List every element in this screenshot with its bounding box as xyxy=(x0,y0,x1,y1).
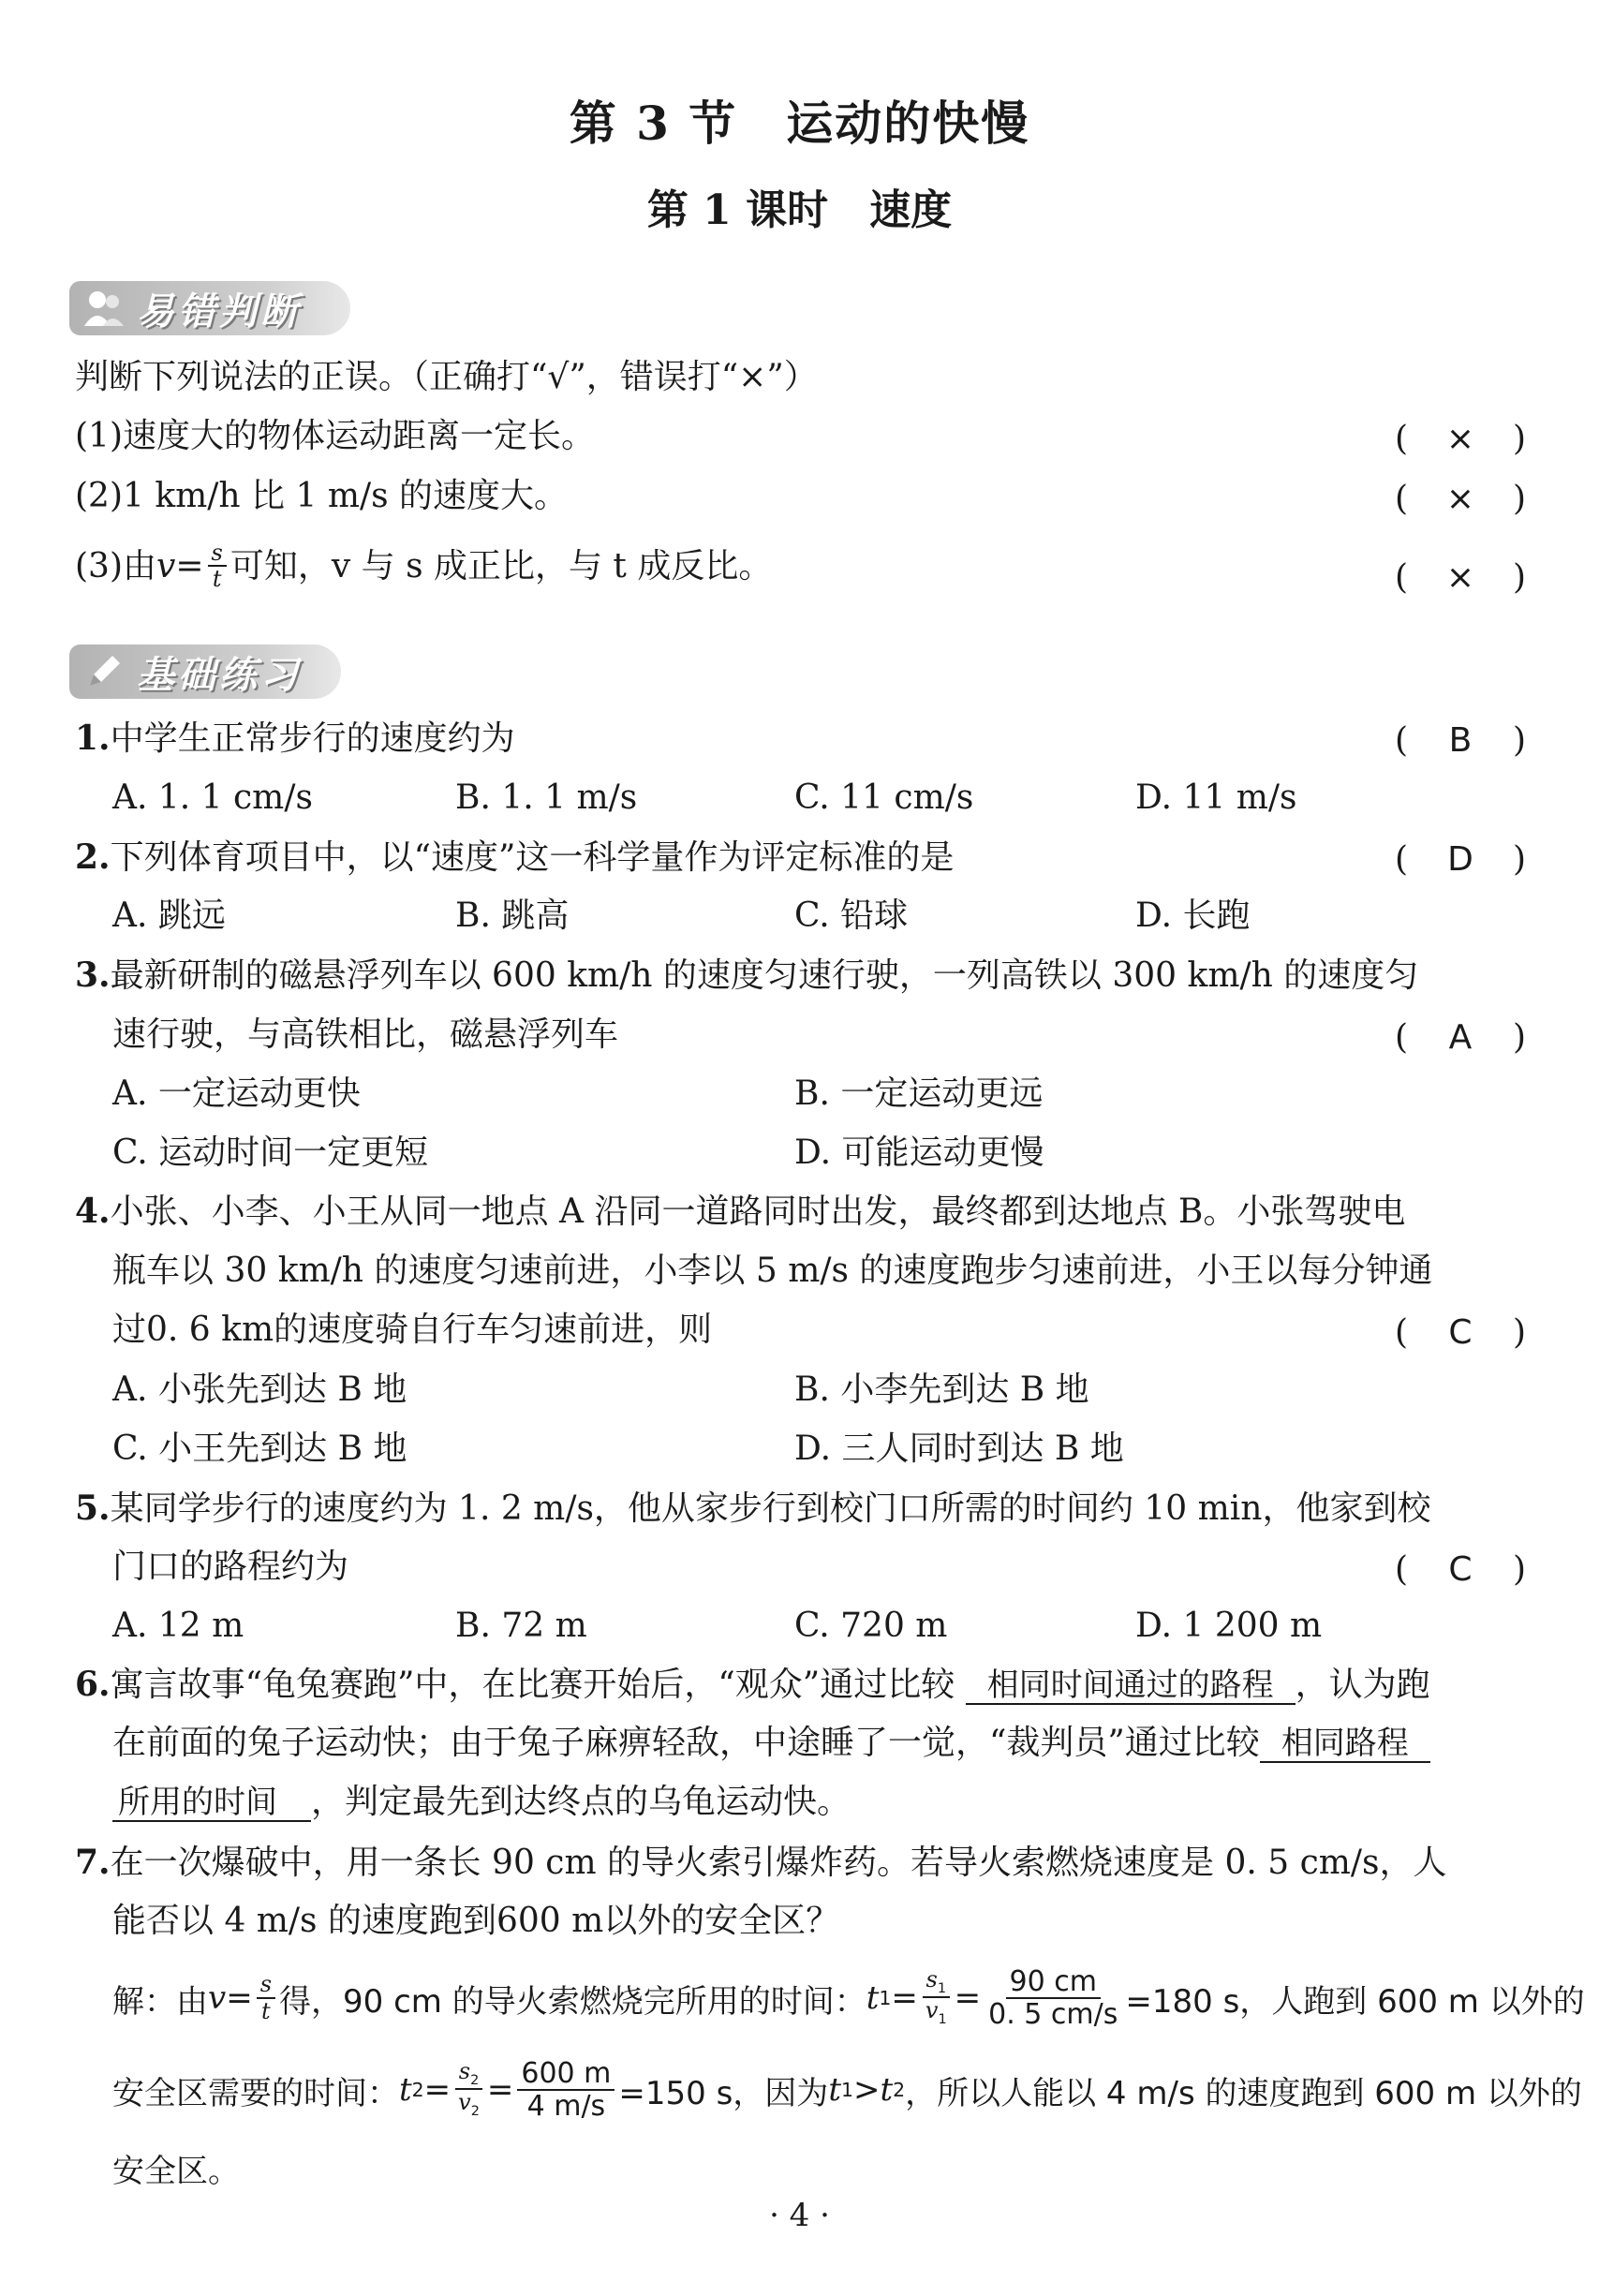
judge-intro: 判断下列说法的正误。（正确打“√”，错误打“×”） xyxy=(75,358,818,396)
q2-answer: ( D ) xyxy=(1395,840,1526,879)
q1-answer: ( B ) xyxy=(1395,721,1526,760)
basic-section-label: 基础练习 xyxy=(137,653,302,697)
basic-section-header xyxy=(69,644,341,699)
q6-blank-2-part-2: 所用的时间 xyxy=(112,1786,311,1822)
pencil-icon xyxy=(81,648,127,695)
q3-option-c: C. 运动时间一定更短 xyxy=(112,1133,429,1172)
q7-solution-line-1: 解：由 v = $\frac{s}{t}$ 得，90 cm 的导火索燃烧完所用的时间： t 1 = $\frac{s_1}{v_1}$ = $\frac{90 cm}{0. 5 cm/s}$ =180 s，人跑到 600 m 以外的 xyxy=(112,1965,1585,2031)
q4-option-b: B. 小李先到达 B 地 xyxy=(794,1370,1089,1409)
q4-stem-line-2: 瓶车以 30 km/h 的速度匀速前进，小李以 5 m/s 的速度跑步匀速前进，小王以每分钟通 xyxy=(112,1252,1433,1290)
q4-option-c: C. 小王先到达 B 地 xyxy=(112,1429,407,1468)
q7-formula-fraction: $\frac{s}{t}$ xyxy=(257,1973,275,2023)
q6-blank-2-part-1: 相同路程 xyxy=(1260,1727,1430,1763)
q7-s1-over-v1: $\frac{s_1}{v_1}$ xyxy=(922,1968,951,2028)
q4-answer: ( C ) xyxy=(1395,1313,1526,1352)
judge-answer-2: ( × ) xyxy=(1395,480,1526,518)
q4-option-d: D. 三人同时到达 B 地 xyxy=(794,1429,1124,1468)
q5-option-d: D. 1 200 m xyxy=(1135,1607,1323,1645)
judge-section-label: 易错判断 xyxy=(137,289,302,333)
q3-option-b: B. 一定运动更远 xyxy=(794,1074,1044,1113)
judge-section-header xyxy=(69,281,350,335)
q7-fraction-600m: $\frac{600 m}{4 m/s}$ xyxy=(517,2059,614,2122)
q4-option-a: A. 小张先到达 B 地 xyxy=(112,1370,407,1409)
q7-stem-line-1: 7.在一次爆破中，用一条长 90 cm 的导火索引爆炸药。若导火索燃烧速度是 0. 5 cm/s，人 xyxy=(75,1843,1447,1882)
q2-option-b: B. 跳高 xyxy=(455,896,570,935)
q7-s2-over-v2: $\frac{s_2}{v_2}$ xyxy=(454,2060,483,2120)
q5-answer: ( C ) xyxy=(1395,1550,1526,1589)
q6-line-3: 所用的时间 ，判定最先到达终点的乌龟运动快。 xyxy=(112,1785,851,1822)
q4-stem-line-3: 过0. 6 km的速度骑自行车匀速前进，则 xyxy=(112,1311,713,1349)
q1-option-c: C. 11 cm/s xyxy=(794,778,974,817)
q2-stem: 2.下列体育项目中，以“速度”这一科学量作为评定标准的是 xyxy=(75,837,955,877)
q3-option-d: D. 可能运动更慢 xyxy=(794,1133,1044,1172)
q1-option-b: B. 1. 1 m/s xyxy=(455,778,638,817)
judge-item-2: (2)1 km/h 比 1 m/s 的速度大。 xyxy=(75,477,569,515)
people-icon xyxy=(81,285,127,332)
q1-option-a: A. 1. 1 cm/s xyxy=(112,778,313,817)
speed-formula-fraction: $\frac{s}{t}$ xyxy=(208,541,227,592)
judge-item-3: (3)由 v = $\frac{s}{t}$ 可知，v 与 s 成正比，与 t 成反比。 xyxy=(75,540,773,593)
q5-option-a: A. 12 m xyxy=(112,1607,244,1645)
q5-option-c: C. 720 m xyxy=(794,1607,948,1645)
q6-line-2: 在前面的兔子运动快；由于兔子麻痹轻敌，中途睡了一觉，“裁判员”通过比较 相同路程 xyxy=(112,1726,1430,1763)
judge-answer-3: ( × ) xyxy=(1395,558,1526,597)
q7-stem-line-2: 能否以 4 m/s 的速度跑到600 m以外的安全区？ xyxy=(112,1902,840,1940)
judge-item-1: (1)速度大的物体运动距离一定长。 xyxy=(75,417,595,455)
q2-option-a: A. 跳远 xyxy=(112,896,226,935)
lesson-title: 第 1 课时 速度 xyxy=(646,186,953,234)
q3-stem-line-2: 速行驶，与高铁相比，磁悬浮列车 xyxy=(112,1015,619,1054)
q1-stem: 1.中学生正常步行的速度约为 xyxy=(75,718,515,758)
q5-option-b: B. 72 m xyxy=(455,1607,587,1645)
q5-stem-line-2: 门口的路程约为 xyxy=(112,1548,349,1586)
q3-stem-line-1: 3.最新研制的磁悬浮列车以 600 km/h 的速度匀速行驶，一列高铁以 300 km/h 的速度匀 xyxy=(75,955,1419,995)
q1-option-d: D. 11 m/s xyxy=(1135,778,1297,817)
q3-answer: ( A ) xyxy=(1395,1018,1526,1057)
q7-solution-line-3: 安全区。 xyxy=(112,2153,240,2190)
q3-option-a: A. 一定运动更快 xyxy=(112,1074,361,1113)
section-title: 第 3 节 运动的快慢 xyxy=(569,96,1030,151)
q4-stem-line-1: 4.小张、小李、小王从同一地点 A 沿同一道路同时出发，最终都到达地点 B。小张驾驶电 xyxy=(75,1192,1406,1231)
q7-solution-line-2: 安全区需要的时间： t 2 = $\frac{s_2}{v_2}$ = $\frac{600 m}{4 m/s}$ =150 s，因为 t 1 > t 2 ，所以人能以 4 m/s 的速度跑到 600 m 以外的 xyxy=(112,2057,1582,2123)
q6-blank-1: 相同时间通过的路程 xyxy=(966,1669,1295,1705)
q7-fraction-90cm: $\frac{90 cm}{0. 5 cm/s}$ xyxy=(988,1965,1118,2031)
q2-option-c: C. 铅球 xyxy=(794,896,909,935)
q5-stem-line-1: 5.某同学步行的速度约为 1. 2 m/s，他从家步行到校门口所需的时间约 10 min，他家到校 xyxy=(75,1489,1431,1528)
q6-line-1: 6.寓言故事“龟兔赛跑”中，在比赛开始后，“观众”通过比较 相同时间通过的路程 ，认为跑 xyxy=(75,1665,1430,1704)
q2-option-d: D. 长跑 xyxy=(1135,896,1251,935)
page-number: · 4 · xyxy=(769,2197,830,2234)
judge-answer-1: ( × ) xyxy=(1395,420,1526,458)
